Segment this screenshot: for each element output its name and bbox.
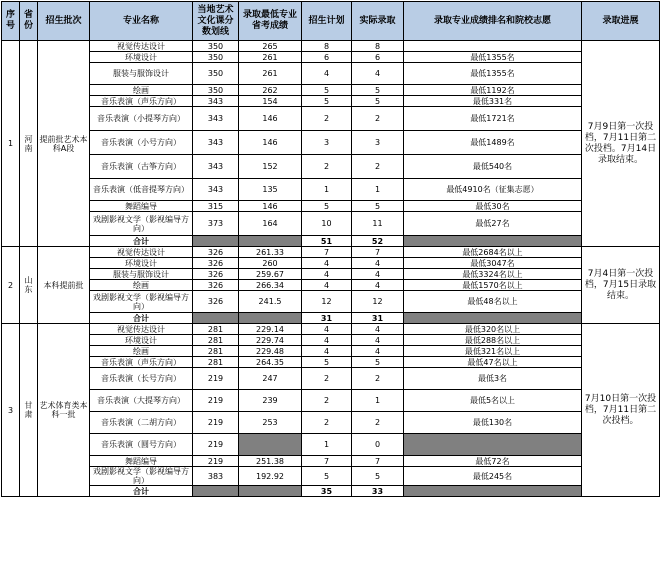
admitted-count: 5	[352, 96, 404, 107]
major-name: 戏剧影视文学（影视编导方向）	[90, 212, 193, 236]
admitted-count: 3	[352, 131, 404, 155]
total-blank-line	[193, 236, 239, 247]
culture-line: 219	[193, 456, 239, 467]
admitted-count: 4	[352, 324, 404, 335]
total-blank-rank	[404, 486, 582, 497]
table-row	[2, 212, 660, 236]
table-row	[2, 335, 660, 346]
total-blank-line	[193, 486, 239, 497]
header-culture-line: 当地艺术文化课分数划线	[193, 2, 239, 41]
rank-note: 最低1355名	[404, 63, 582, 85]
major-name: 音乐表演（声乐方向）	[90, 357, 193, 368]
major-name: 舞蹈编导	[90, 201, 193, 212]
admitted-count: 4	[352, 346, 404, 357]
province-name: 山东	[20, 247, 38, 324]
province-name: 甘肃	[20, 324, 38, 497]
admitted-count: 12	[352, 291, 404, 313]
progress-note: 7月4日第一次投档，7月15日录取结束。	[582, 247, 660, 324]
plan-count: 10	[302, 212, 352, 236]
batch-name: 本科提前批	[38, 247, 90, 324]
rank-note: 最低1192名	[404, 85, 582, 96]
major-name: 音乐表演（小号方向）	[90, 131, 193, 155]
header-progress: 录取进展	[582, 2, 660, 41]
table-row	[2, 291, 660, 313]
admitted-count: 5	[352, 467, 404, 486]
culture-line: 315	[193, 201, 239, 212]
min-score: 241.5	[239, 291, 302, 313]
header-major: 专业名称	[90, 2, 193, 41]
header-plan: 招生计划	[302, 2, 352, 41]
min-score: 229.74	[239, 335, 302, 346]
table-row	[2, 247, 660, 258]
culture-line: 350	[193, 52, 239, 63]
total-label: 合计	[90, 313, 193, 324]
rank-note	[404, 434, 582, 456]
culture-line: 343	[193, 179, 239, 201]
table-row	[2, 280, 660, 291]
total-blank-rank	[404, 236, 582, 247]
table-row	[2, 201, 660, 212]
plan-count: 4	[302, 280, 352, 291]
admission-table	[1, 1, 660, 497]
total-plan: 31	[302, 313, 352, 324]
total-blank-score	[239, 313, 302, 324]
min-score: 146	[239, 201, 302, 212]
table-row	[2, 368, 660, 390]
rank-note: 最低30名	[404, 201, 582, 212]
min-score: 164	[239, 212, 302, 236]
table-row	[2, 41, 660, 52]
plan-count: 2	[302, 107, 352, 131]
plan-count: 1	[302, 434, 352, 456]
admitted-count: 1	[352, 179, 404, 201]
table-row	[2, 412, 660, 434]
total-plan: 51	[302, 236, 352, 247]
rank-note: 最低3047名	[404, 258, 582, 269]
rank-note: 最低1570名以上	[404, 280, 582, 291]
rank-note: 最低5名以上	[404, 390, 582, 412]
min-score	[239, 434, 302, 456]
min-score: 135	[239, 179, 302, 201]
progress-note: 7月10日第一次投档，7月11日第二次投档。	[582, 324, 660, 497]
rank-note: 最低1721名	[404, 107, 582, 131]
admitted-count: 4	[352, 63, 404, 85]
total-row	[2, 486, 660, 497]
major-name: 环境设计	[90, 52, 193, 63]
table-row	[2, 324, 660, 335]
rank-note: 最低1355名	[404, 52, 582, 63]
admitted-count: 6	[352, 52, 404, 63]
plan-count: 4	[302, 346, 352, 357]
culture-line: 219	[193, 390, 239, 412]
admitted-count: 8	[352, 41, 404, 52]
progress-note: 7月9日第一次投档，7月11日第二次投档。7月14日录取结束。	[582, 41, 660, 247]
rank-note: 最低3324名以上	[404, 269, 582, 280]
admitted-count: 5	[352, 357, 404, 368]
culture-line: 281	[193, 335, 239, 346]
min-score: 261	[239, 63, 302, 85]
total-label: 合计	[90, 486, 193, 497]
culture-line: 219	[193, 368, 239, 390]
plan-count: 1	[302, 179, 352, 201]
rank-note	[404, 41, 582, 52]
major-name: 环境设计	[90, 258, 193, 269]
rank-note: 最低540名	[404, 155, 582, 179]
major-name: 绘画	[90, 85, 193, 96]
rank-note: 最低321名以上	[404, 346, 582, 357]
rank-note: 最低130名	[404, 412, 582, 434]
table-row	[2, 357, 660, 368]
rank-note: 最低47名以上	[404, 357, 582, 368]
row-number: 2	[2, 247, 20, 324]
table-body	[2, 41, 660, 497]
admitted-count: 2	[352, 412, 404, 434]
culture-line: 350	[193, 85, 239, 96]
major-name: 视觉传达设计	[90, 41, 193, 52]
major-name: 音乐表演（小提琴方向）	[90, 107, 193, 131]
table-row	[2, 179, 660, 201]
table-row	[2, 434, 660, 456]
table-row	[2, 155, 660, 179]
min-score: 229.14	[239, 324, 302, 335]
min-score: 251.38	[239, 456, 302, 467]
plan-count: 2	[302, 368, 352, 390]
min-score: 253	[239, 412, 302, 434]
plan-count: 12	[302, 291, 352, 313]
total-label: 合计	[90, 236, 193, 247]
admitted-count: 5	[352, 201, 404, 212]
min-score: 266.34	[239, 280, 302, 291]
min-score: 247	[239, 368, 302, 390]
header-no: 序号	[2, 2, 20, 41]
culture-line: 343	[193, 107, 239, 131]
culture-line: 326	[193, 258, 239, 269]
min-score: 261.33	[239, 247, 302, 258]
major-name: 舞蹈编导	[90, 456, 193, 467]
min-score: 260	[239, 258, 302, 269]
rank-note: 最低1489名	[404, 131, 582, 155]
plan-count: 6	[302, 52, 352, 63]
culture-line: 343	[193, 96, 239, 107]
admitted-count: 11	[352, 212, 404, 236]
table-row	[2, 269, 660, 280]
plan-count: 4	[302, 258, 352, 269]
min-score: 264.35	[239, 357, 302, 368]
total-admitted: 52	[352, 236, 404, 247]
table-row	[2, 52, 660, 63]
min-score: 192.92	[239, 467, 302, 486]
total-blank-line	[193, 313, 239, 324]
plan-count: 7	[302, 456, 352, 467]
min-score: 259.67	[239, 269, 302, 280]
table-row	[2, 63, 660, 85]
row-number: 1	[2, 41, 20, 247]
plan-count: 5	[302, 96, 352, 107]
admitted-count: 5	[352, 85, 404, 96]
plan-count: 8	[302, 41, 352, 52]
header-batch: 招生批次	[38, 2, 90, 41]
culture-line: 326	[193, 269, 239, 280]
plan-count: 4	[302, 335, 352, 346]
min-score: 229.48	[239, 346, 302, 357]
plan-count: 5	[302, 201, 352, 212]
table-row	[2, 456, 660, 467]
admitted-count: 4	[352, 280, 404, 291]
rank-note: 最低4910名（征集志愿）	[404, 179, 582, 201]
major-name: 绘画	[90, 346, 193, 357]
min-score: 265	[239, 41, 302, 52]
major-name: 视觉传达设计	[90, 247, 193, 258]
plan-count: 7	[302, 247, 352, 258]
major-name: 服装与服饰设计	[90, 269, 193, 280]
header-row	[2, 2, 660, 41]
major-name: 戏剧影视文学（影视编导方向）	[90, 291, 193, 313]
table-row	[2, 85, 660, 96]
table-row	[2, 107, 660, 131]
culture-line: 350	[193, 41, 239, 52]
total-admitted: 31	[352, 313, 404, 324]
major-name: 音乐表演（圆号方向）	[90, 434, 193, 456]
table-row	[2, 131, 660, 155]
culture-line: 373	[193, 212, 239, 236]
row-number: 3	[2, 324, 20, 497]
admitted-count: 2	[352, 368, 404, 390]
total-blank-score	[239, 486, 302, 497]
admitted-count: 1	[352, 390, 404, 412]
min-score: 261	[239, 52, 302, 63]
culture-line: 326	[193, 280, 239, 291]
total-row	[2, 313, 660, 324]
table-row	[2, 346, 660, 357]
total-blank-rank	[404, 313, 582, 324]
major-name: 音乐表演（声乐方向）	[90, 96, 193, 107]
header-rank: 录取专业成绩排名和院校志愿	[404, 2, 582, 41]
min-score: 239	[239, 390, 302, 412]
batch-name: 提前批艺术本科A段	[38, 41, 90, 247]
admitted-count: 7	[352, 456, 404, 467]
plan-count: 5	[302, 357, 352, 368]
culture-line: 326	[193, 247, 239, 258]
plan-count: 4	[302, 269, 352, 280]
table-row	[2, 96, 660, 107]
rank-note: 最低72名	[404, 456, 582, 467]
admitted-count: 4	[352, 335, 404, 346]
plan-count: 2	[302, 390, 352, 412]
major-name: 环境设计	[90, 335, 193, 346]
table-row	[2, 467, 660, 486]
major-name: 音乐表演（大提琴方向）	[90, 390, 193, 412]
rank-note: 最低27名	[404, 212, 582, 236]
admitted-count: 2	[352, 107, 404, 131]
plan-count: 3	[302, 131, 352, 155]
culture-line: 281	[193, 357, 239, 368]
rank-note: 最低2684名以上	[404, 247, 582, 258]
culture-line: 383	[193, 467, 239, 486]
plan-count: 2	[302, 412, 352, 434]
batch-name: 艺术体育类本科一批	[38, 324, 90, 497]
major-name: 视觉传达设计	[90, 324, 193, 335]
culture-line: 219	[193, 412, 239, 434]
min-score: 262	[239, 85, 302, 96]
culture-line: 281	[193, 346, 239, 357]
rank-note: 最低245名	[404, 467, 582, 486]
major-name: 音乐表演（古筝方向）	[90, 155, 193, 179]
culture-line: 219	[193, 434, 239, 456]
major-name: 音乐表演（低音提琴方向）	[90, 179, 193, 201]
culture-line: 343	[193, 155, 239, 179]
header-province: 省份	[20, 2, 38, 41]
min-score: 152	[239, 155, 302, 179]
rank-note: 最低331名	[404, 96, 582, 107]
total-admitted: 33	[352, 486, 404, 497]
total-plan: 35	[302, 486, 352, 497]
admitted-count: 4	[352, 269, 404, 280]
min-score: 154	[239, 96, 302, 107]
table-row	[2, 390, 660, 412]
min-score: 146	[239, 107, 302, 131]
rank-note: 最低320名以上	[404, 324, 582, 335]
admitted-count: 2	[352, 155, 404, 179]
total-blank-score	[239, 236, 302, 247]
major-name: 音乐表演（长号方向）	[90, 368, 193, 390]
plan-count: 2	[302, 155, 352, 179]
header-admitted: 实际录取	[352, 2, 404, 41]
province-name: 河南	[20, 41, 38, 247]
rank-note: 最低3名	[404, 368, 582, 390]
admitted-count: 0	[352, 434, 404, 456]
plan-count: 4	[302, 63, 352, 85]
plan-count: 4	[302, 324, 352, 335]
total-row	[2, 236, 660, 247]
min-score: 146	[239, 131, 302, 155]
rank-note: 最低48名以上	[404, 291, 582, 313]
table-row	[2, 258, 660, 269]
major-name: 绘画	[90, 280, 193, 291]
culture-line: 350	[193, 63, 239, 85]
culture-line: 281	[193, 324, 239, 335]
culture-line: 326	[193, 291, 239, 313]
major-name: 音乐表演（二胡方向）	[90, 412, 193, 434]
rank-note: 最低288名以上	[404, 335, 582, 346]
admitted-count: 4	[352, 258, 404, 269]
admitted-count: 7	[352, 247, 404, 258]
header-min-score: 录取最低专业省考成绩	[239, 2, 302, 41]
culture-line: 343	[193, 131, 239, 155]
plan-count: 5	[302, 467, 352, 486]
major-name: 戏剧影视文学（影视编导方向）	[90, 467, 193, 486]
major-name: 服装与服饰设计	[90, 63, 193, 85]
plan-count: 5	[302, 85, 352, 96]
